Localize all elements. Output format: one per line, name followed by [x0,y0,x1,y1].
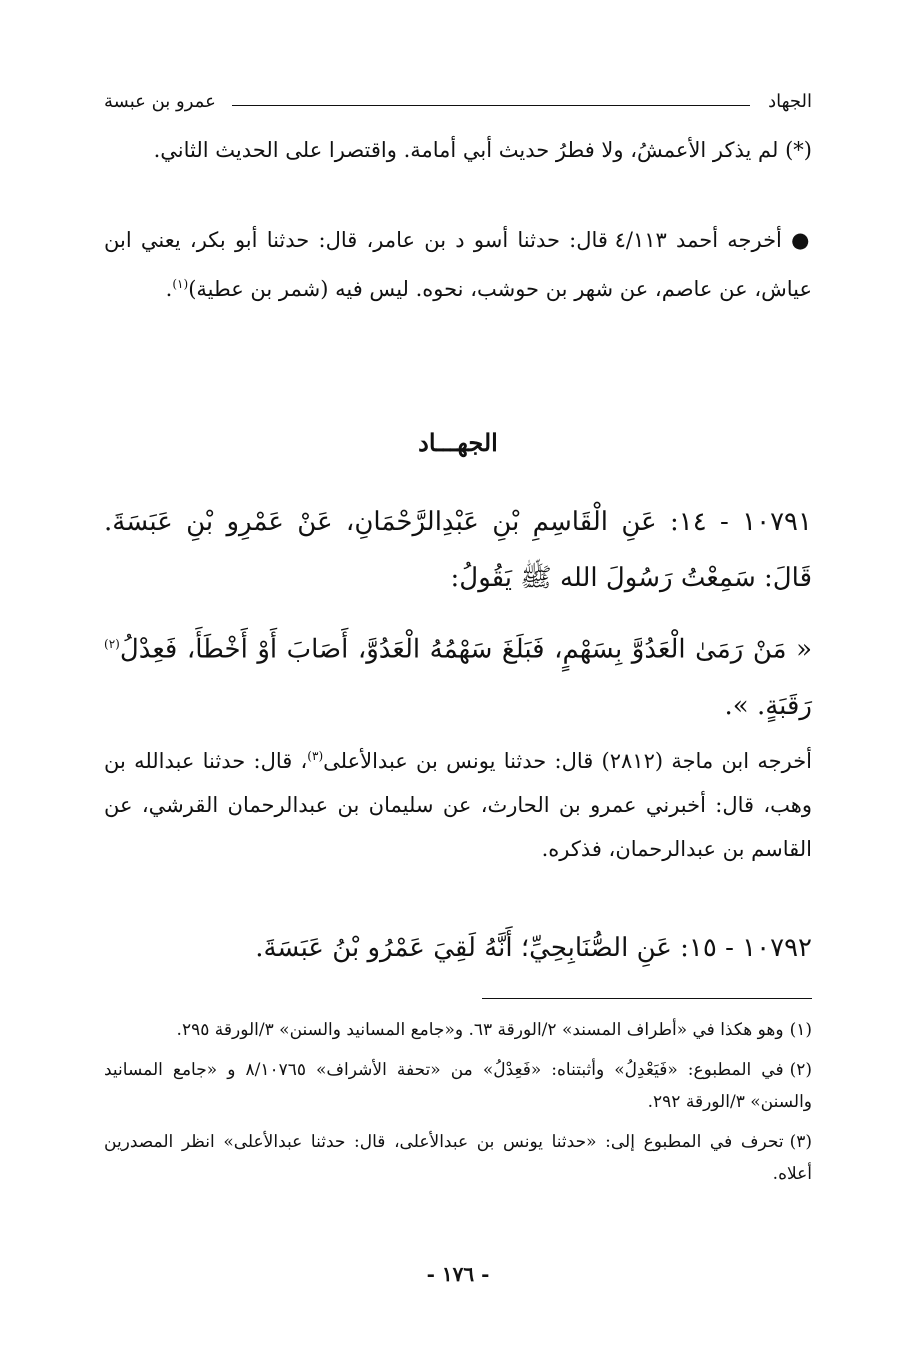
hadith-text-a: « مَنْ رَمَىٰ الْعَدُوَّ بِسَهْمٍ، فَبَلَغَ سَهْمُهُ الْعَدُوَّ، أَصَابَ أَوْ أَخْطَأَ، فَعِدْلُ [119,634,812,665]
footnote [104,1014,812,1046]
footnote-text: في المطبوع: «فَيَعْدِلُ» وأثبتناه: «فَعِدْلُ» من «تحفة الأشراف» ٨/١٠٧٦٥ و «جامع المسانيد والسنن» ٣/الورقة ٢٩٢. [104,1060,812,1112]
takhrij-paragraph [104,734,812,871]
footnote-ref: (٣) [307,749,324,763]
takhrij-text: ● أخرجه أحمد ٤/١١٣ قال: حدثنا أسو د بن عامر، قال: حدثنا أبو بكر، يعني ابن عياش، عن عاصم، عن شهر بن حوشب، نحوه. ليس فيه (شمر بن عطية) [104,228,812,301]
section-title: الجهـــاد [418,428,498,457]
hadith-text [104,616,812,734]
footnote-number: (٢) [789,1060,813,1080]
footnotes [104,1014,812,1198]
running-head-rule [232,105,502,106]
takhrij-text-b: ، قال: حدثنا عبدالله بن وهب، قال: أخبرني عمرو بن الحارث، عن سليمان بن عبدالرحمان القرشي، عن القاسم بن عبدالرحمان، فذكره. [104,749,812,861]
page-number: - ١٧٦ - [426,1262,490,1286]
footnote-number: (٣) [789,1132,812,1152]
running-head-person: عمرو بن عبسة [104,91,216,112]
footnote [104,1054,812,1118]
running-head [104,88,812,116]
takhrij-paragraph [104,218,812,311]
hadith-intro: ١٠٧٩٢ - ١٥: عَنِ الصُّنَابِحِيِّ؛ أَنَّهُ لَقِيَ عَمْرُو بْنُ عَبَسَةَ. [255,933,812,963]
takhrij-text-a: أخرجه ابن ماجة (٢٨١٢) قال: حدثنا يونس بن عبدالأعلى [323,749,813,773]
footnote-ref: (٢) [104,637,120,651]
footnote-text: وهو هكذا في «أطراف المسند» ٢/الورقة ٦٣. و«جامع المسانيد والسنن» ٣/الورقة ٢٩٥. [176,1020,784,1040]
footnote-text: تحرف في المطبوع إلى: «حدثنا يونس بن عبدالأعلى، قال: حدثنا عبدالأعلى» انظر المصدرين أعلاه. [104,1132,812,1184]
footnote-ref: (١) [172,277,189,291]
footnote-rule [482,998,812,999]
running-head-rule [480,105,750,106]
takhrij-end: . [165,277,173,301]
running-head-chapter: الجهاد [768,91,812,112]
note-paragraph: (*) لم يذكر الأعمشُ، ولا فطرُ حديث أبي أمامة. واقتصرا على الحديث الثاني. [153,138,812,162]
footnote-number: (١) [789,1020,812,1040]
footnote [104,1126,812,1190]
hadith-text-b: رَقَبَةٍ. ». [724,690,812,721]
hadith-intro: ١٠٧٩١ - ١٤: عَنِ الْقَاسِمِ بْنِ عَبْدِالرَّحْمَانِ، عَنْ عَمْرِو بْنِ عَبَسَةَ. قَالَ: سَمِعْتُ رَسُولَ الله ﷺ يَقُولُ: [104,507,812,593]
